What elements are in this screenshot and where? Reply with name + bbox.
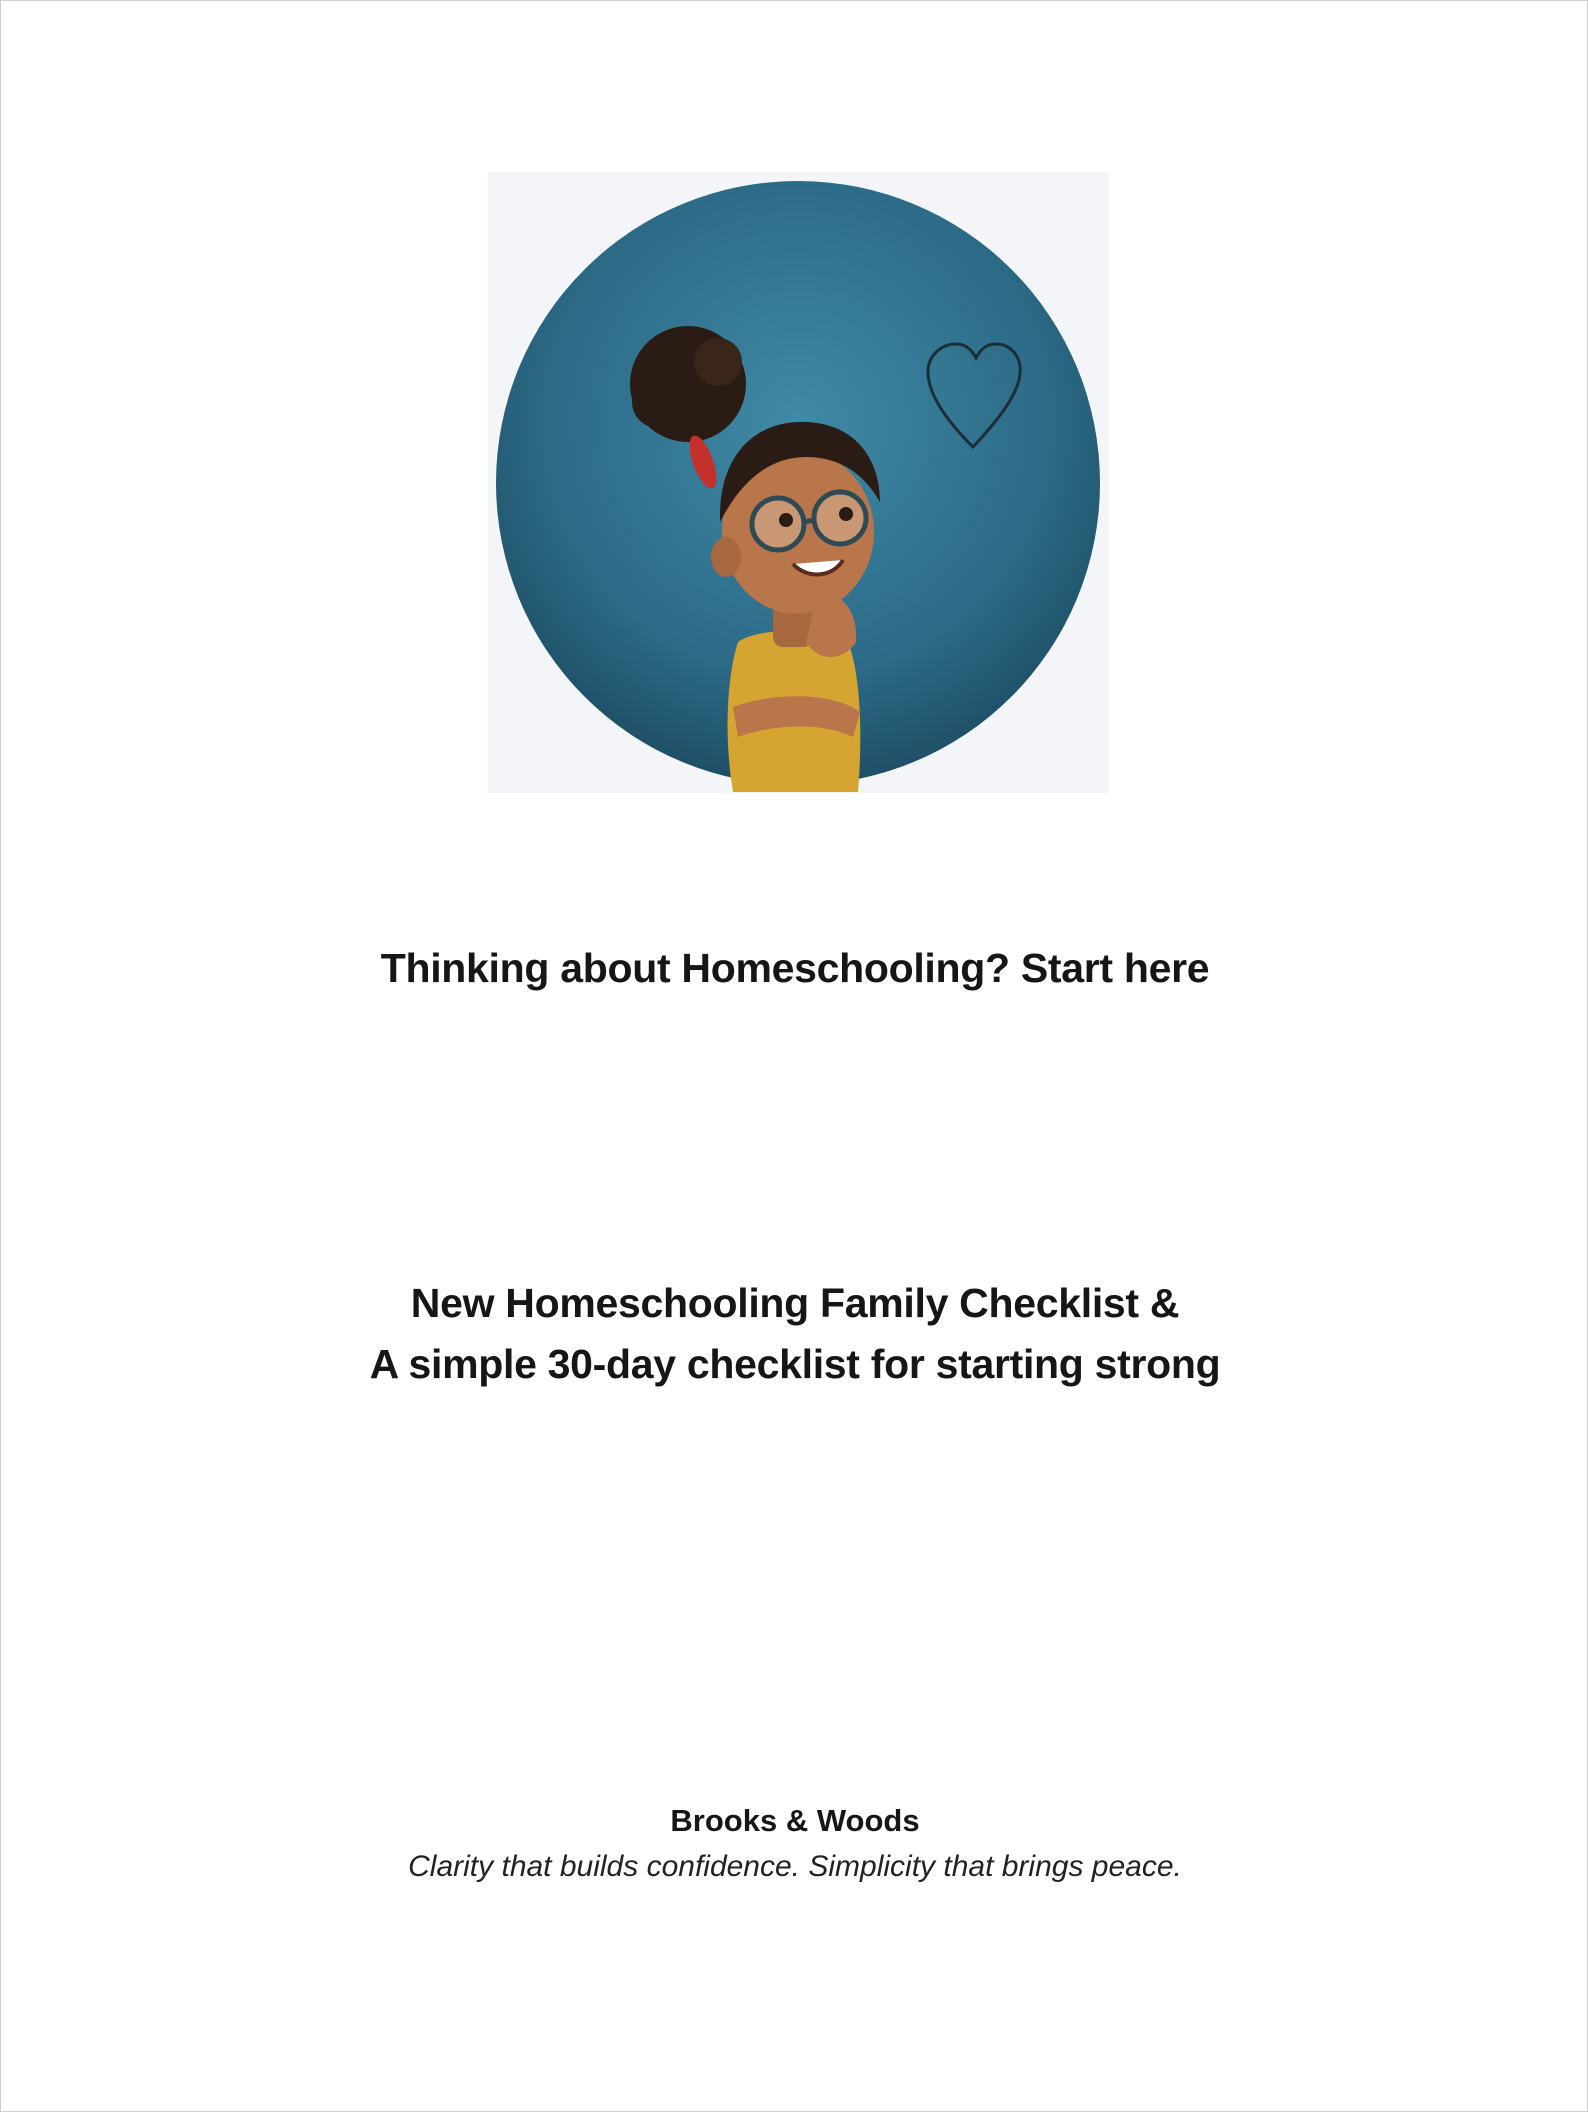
subtitle (1, 1273, 1588, 1395)
cover-illustration (488, 172, 1109, 793)
subtitle-line-2: A simple 30-day checklist for starting strong (369, 1341, 1221, 1387)
brand-tagline: Clarity that builds confidence. Simplicity that brings peace. (408, 1850, 1182, 1883)
illustration-svg (488, 172, 1109, 793)
subtitle-line-1: New Homeschooling Family Checklist & (410, 1280, 1180, 1326)
brand-name: Brooks & Woods (670, 1803, 920, 1838)
headline: Thinking about Homeschooling? Start here (380, 945, 1210, 991)
